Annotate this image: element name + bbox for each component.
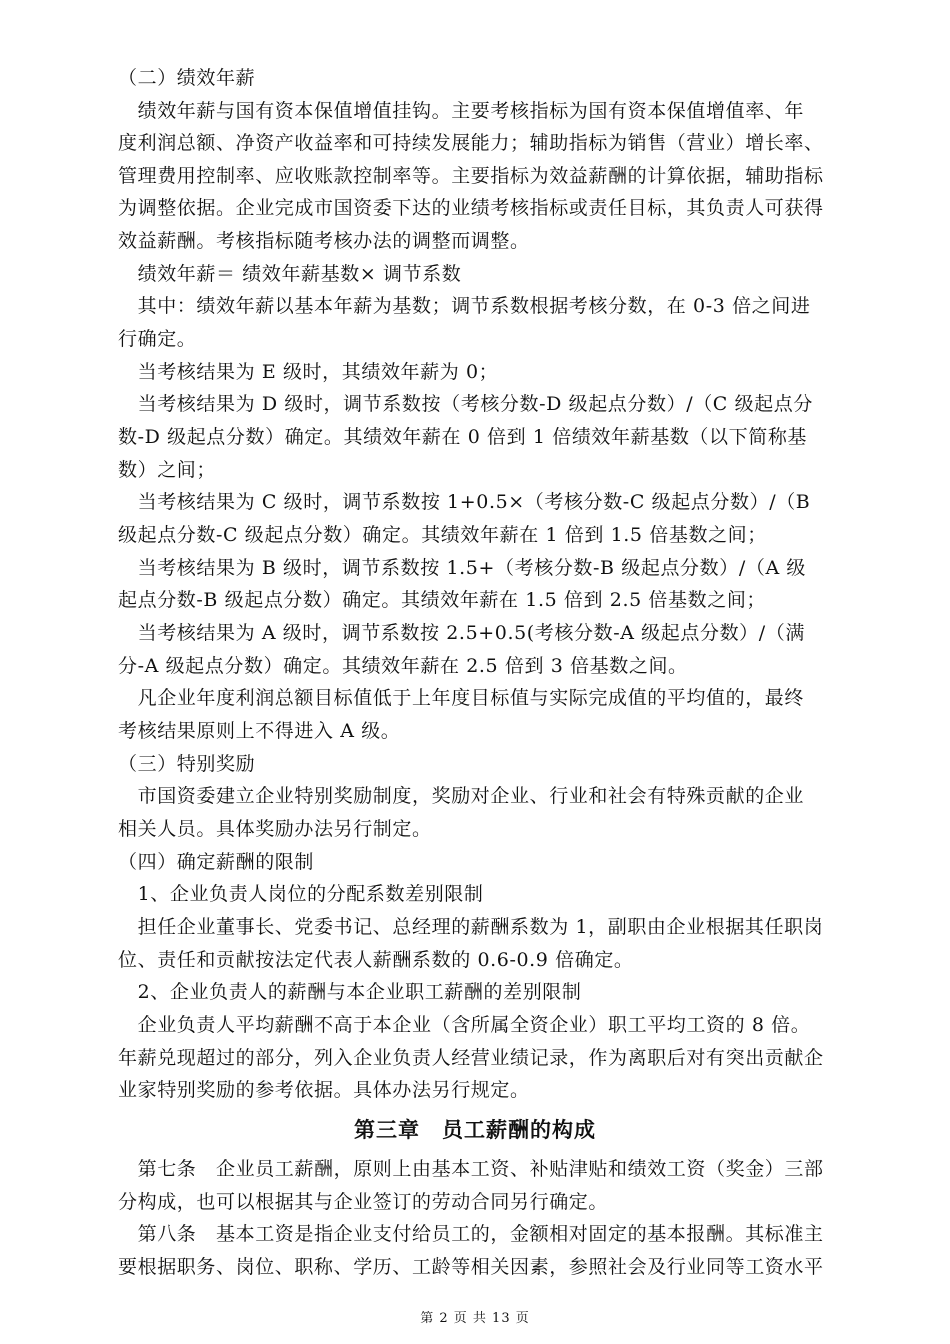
paragraph-line: 为调整依据。企业完成市国资委下达的业绩考核指标或责任目标，其负责人可获得 xyxy=(118,197,824,219)
paragraph-line: 数-D 级起点分数）确定。其绩效年薪在 0 倍到 1 倍绩效年薪基数（以下简称基 xyxy=(118,426,808,448)
paragraph-line: 企业负责人平均薪酬不高于本企业（含所属全资企业）职工平均工资的 8 倍。 xyxy=(118,1014,811,1036)
paragraph-line: 效益薪酬。考核指标随考核办法的调整而调整。 xyxy=(118,230,530,252)
paragraph-line: 年薪兑现超过的部分，列入企业负责人经营业绩记录，作为离职后对有突出贡献企 xyxy=(118,1047,824,1069)
paragraph-line: 当考核结果为 C 级时，调节系数按 1+0.5×（考核分数-C 级起点分数）/（B xyxy=(118,491,811,513)
paragraph-line: 当考核结果为 B 级时，调节系数按 1.5+（考核分数-B 级起点分数）/（A 级 xyxy=(118,557,807,579)
paragraph-line: 相关人员。具体奖励办法另行制定。 xyxy=(118,818,432,840)
paragraph-line: 担任企业董事长、党委书记、总经理的薪酬系数为 1，副职由企业根据其任职岗 xyxy=(118,916,824,938)
formula-line: 绩效年薪＝ 绩效年薪基数× 调节系数 xyxy=(118,263,462,285)
section-heading-special-reward: （三）特别奖励 xyxy=(118,753,256,775)
paragraph-line: 起点分数-B 级起点分数）确定。其绩效年薪在 1.5 倍到 2.5 倍基数之间； xyxy=(118,589,767,611)
paragraph-line: 绩效年薪与国有资本保值增值挂钩。主要考核指标为国有资本保值增值率、年 xyxy=(118,100,805,122)
paragraph-line: 业家特别奖励的参考依据。具体办法另行规定。 xyxy=(118,1079,530,1101)
paragraph-line: 度利润总额、净资产收益率和可持续发展能力；辅助指标为销售（营业）增长率、 xyxy=(118,132,824,154)
paragraph-line: 当考核结果为 E 级时，其绩效年薪为 0； xyxy=(118,361,499,383)
paragraph-line: 第七条 企业员工薪酬，原则上由基本工资、补贴津贴和绩效工资（奖金）三部 xyxy=(118,1158,824,1180)
paragraph-line: 行确定。 xyxy=(118,328,197,350)
paragraph-line: 当考核结果为 D 级时，调节系数按（考核分数-D 级起点分数）/（C 级起点分 xyxy=(118,393,813,415)
paragraph-line: 级起点分数-C 级起点分数）确定。其绩效年薪在 1 倍到 1.5 倍基数之间； xyxy=(118,524,767,546)
paragraph-line: 其中：绩效年薪以基本年薪为基数；调节系数根据考核分数，在 0-3 倍之间进 xyxy=(118,295,811,317)
paragraph-line: 当考核结果为 A 级时，调节系数按 2.5+0.5(考核分数-A 级起点分数）/（满 xyxy=(118,622,805,644)
section-heading-salary-limits: （四）确定薪酬的限制 xyxy=(118,851,315,873)
paragraph-line: 考核结果原则上不得进入 A 级。 xyxy=(118,720,401,742)
page-footer: 第 2 页 共 13 页 xyxy=(420,1311,530,1326)
paragraph-line: 分构成，也可以根据其与企业签订的劳动合同另行确定。 xyxy=(118,1191,609,1213)
subheading-line: 1、企业负责人岗位的分配系数差别限制 xyxy=(118,883,484,905)
chapter-title: 第三章 员工薪酬的构成 xyxy=(354,1118,596,1142)
paragraph-line: 要根据职务、岗位、职称、学历、工龄等相关因素，参照社会及行业同等工资水平 xyxy=(118,1256,824,1278)
subheading-line: 2、企业负责人的薪酬与本企业职工薪酬的差别限制 xyxy=(118,981,582,1003)
paragraph-line: 数）之间； xyxy=(118,459,217,481)
paragraph-line: 凡企业年度利润总额目标值低于上年度目标值与实际完成值的平均值的，最终 xyxy=(118,687,805,709)
paragraph-line: 管理费用控制率、应收账款控制率等。主要指标为效益薪酬的计算依据，辅助指标 xyxy=(118,165,824,187)
paragraph-line: 第八条 基本工资是指企业支付给员工的，金额相对固定的基本报酬。其标准主 xyxy=(118,1223,824,1245)
paragraph-line: 市国资委建立企业特别奖励制度，奖励对企业、行业和社会有特殊贡献的企业 xyxy=(118,785,805,807)
section-heading-performance-salary: （二）绩效年薪 xyxy=(118,67,256,89)
paragraph-line: 位、责任和贡献按法定代表人薪酬系数的 0.6-0.9 倍确定。 xyxy=(118,949,634,971)
paragraph-line: 分-A 级起点分数）确定。其绩效年薪在 2.5 倍到 3 倍基数之间。 xyxy=(118,655,688,677)
